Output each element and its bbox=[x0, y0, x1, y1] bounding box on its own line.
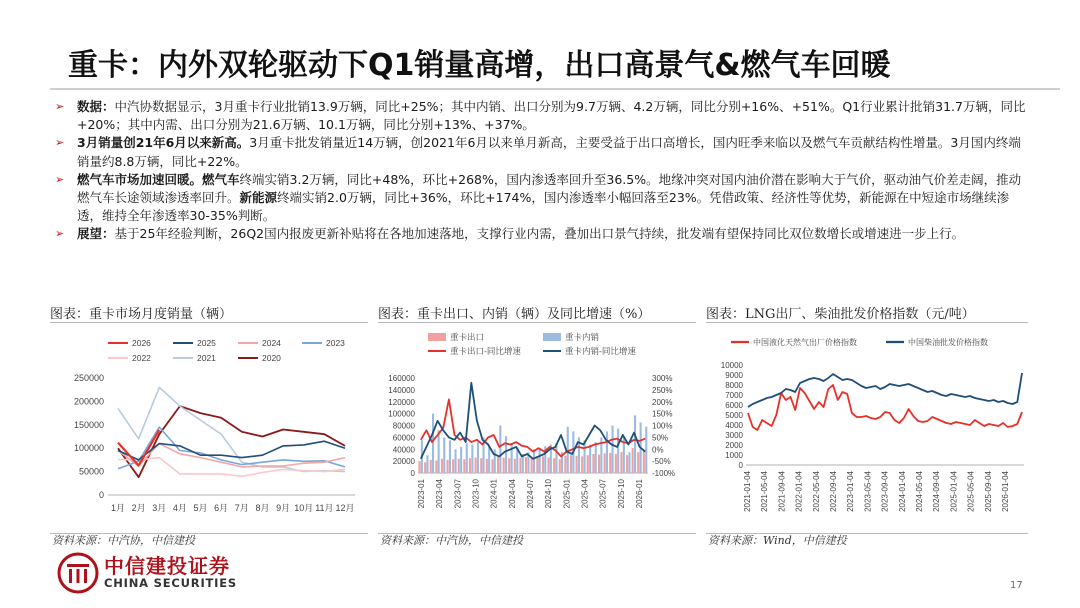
chart3-title: 图表：LNG出厂、柴油批发价格指数（元/吨） bbox=[706, 307, 975, 322]
bullet-keyword: 数据： bbox=[77, 99, 115, 114]
y-left-tick-label: 160000 bbox=[388, 374, 415, 383]
x-tick-label: 2026-01-04 bbox=[1001, 471, 1010, 512]
y-right-tick-label: 200% bbox=[652, 397, 673, 407]
bar-重卡出口 bbox=[542, 456, 544, 473]
bar-重卡内销 bbox=[488, 446, 490, 473]
arrow-icon: ➢ bbox=[55, 100, 65, 113]
bar-重卡出口 bbox=[486, 459, 488, 473]
bullet-item-data bbox=[55, 98, 1030, 134]
x-tick-label: 2023-07 bbox=[453, 479, 463, 509]
chart2-title: 图表：重卡出口、内销（辆）及同比增速（%） bbox=[378, 307, 651, 322]
page-title: 重卡：内外双轮驱动下Q1销量高增，出口高景气&燃气车回暖 bbox=[68, 48, 891, 83]
logo-chinese-name: 中信建投证券 bbox=[104, 554, 230, 578]
bar-重卡内销 bbox=[645, 427, 647, 473]
bar-重卡出口 bbox=[503, 458, 505, 473]
series-line-中国柴油批发价格指数 bbox=[748, 373, 1022, 407]
y-tick-label: 0 bbox=[98, 490, 104, 500]
x-tick-label: 9月 bbox=[276, 503, 291, 513]
x-tick-label: 2024-01-04 bbox=[897, 471, 907, 512]
x-tick-label: 2024-10 bbox=[544, 479, 554, 509]
x-tick-label: 3月 bbox=[152, 503, 167, 513]
bar-重卡出口 bbox=[525, 457, 527, 473]
chart3-svg bbox=[706, 323, 1028, 533]
legend-label: 中国液化天然气出厂价格指数 bbox=[753, 338, 857, 347]
y-right-tick-label: -50% bbox=[652, 457, 671, 467]
bar-重卡出口 bbox=[576, 456, 578, 473]
bar-重卡出口 bbox=[587, 455, 589, 473]
arrow-icon: ➢ bbox=[55, 136, 65, 150]
y-right-tick-label: 150% bbox=[652, 409, 673, 419]
logo-emblem-icon bbox=[57, 552, 99, 594]
bar-重卡内销 bbox=[477, 442, 479, 473]
x-tick-label: 11月 bbox=[315, 503, 334, 513]
legend-label: 2020 bbox=[262, 353, 281, 363]
y-tick-label: 9000 bbox=[725, 371, 743, 380]
bar-重卡出口 bbox=[564, 456, 566, 473]
x-tick-label: 1月 bbox=[110, 503, 126, 513]
bar-重卡出口 bbox=[632, 448, 634, 473]
y-tick-label: 150000 bbox=[73, 419, 104, 430]
x-tick-label: 2023-04 bbox=[435, 479, 445, 509]
x-tick-label: 2023-01 bbox=[417, 479, 426, 509]
x-tick-label: 2024-05-04 bbox=[915, 471, 924, 512]
legend-label: 中国柴油批发价格指数 bbox=[908, 338, 988, 347]
bullet-text: 终端实销2.0万辆，同比+36%，环比+174%，国内渗透率小幅回落至23%。凭借政策、经济性等优势，新能源在中短途市场继续渗透，维持全年渗透率30-35%判断。 bbox=[77, 190, 1010, 224]
bullet-text: 3月重卡批发销量近14万辆，创2021年6月以来单月新高，主要受益于出口高增长，国内旺季来临以及燃气车贡献结构性增量。3月国内终端销量约8.8万辆，同比+22%。 bbox=[77, 135, 1021, 169]
bar-重卡出口 bbox=[559, 459, 561, 473]
bar-重卡出口 bbox=[435, 461, 437, 474]
bar-重卡出口 bbox=[508, 458, 510, 473]
bar-重卡出口 bbox=[615, 454, 617, 473]
bar-重卡内销 bbox=[612, 426, 614, 474]
bar-重卡内销 bbox=[438, 430, 440, 473]
x-tick-label: 2023-09-04 bbox=[880, 471, 890, 512]
legend-label: 重卡出口-同比增速 bbox=[450, 346, 521, 356]
bar-重卡出口 bbox=[620, 452, 622, 473]
bar-重卡内销 bbox=[606, 431, 608, 473]
bar-重卡出口 bbox=[469, 458, 471, 473]
bullet-list bbox=[55, 98, 1030, 244]
chart2-source: 资料来源：中汽协，中信建投 bbox=[380, 534, 523, 547]
bar-重卡内销 bbox=[466, 443, 468, 473]
y-tick-label: 250000 bbox=[73, 373, 104, 383]
bar-重卡内销 bbox=[460, 447, 462, 473]
bar-重卡出口 bbox=[430, 460, 432, 473]
bar-重卡内销 bbox=[443, 437, 445, 473]
y-tick-label: 2000 bbox=[725, 441, 743, 450]
y-tick-label: 4000 bbox=[725, 421, 743, 430]
bullet-keyword: 新能源 bbox=[239, 190, 278, 206]
bar-重卡出口 bbox=[452, 459, 454, 473]
bar-重卡出口 bbox=[536, 457, 538, 473]
x-tick-label: 4月 bbox=[172, 503, 187, 513]
bullet-keyword: 燃气车市场加速回暖。 bbox=[77, 171, 203, 187]
bar-重卡出口 bbox=[598, 455, 600, 473]
x-tick-label: 2023-05-04 bbox=[863, 471, 873, 512]
bar-重卡出口 bbox=[581, 456, 583, 473]
bar-重卡出口 bbox=[531, 458, 533, 473]
bar-重卡出口 bbox=[637, 452, 639, 473]
legend-label: 重卡内销 bbox=[565, 332, 600, 342]
arrow-icon: ➢ bbox=[55, 172, 65, 186]
bar-重卡出口 bbox=[626, 455, 628, 473]
bar-重卡内销 bbox=[505, 436, 507, 473]
y-tick-label: 0 bbox=[738, 461, 743, 470]
x-tick-label: 6月 bbox=[214, 503, 229, 513]
y-tick-label: 100000 bbox=[73, 443, 104, 454]
bar-重卡内销 bbox=[449, 440, 451, 473]
legend-label: 2023 bbox=[326, 338, 345, 348]
bar-重卡内销 bbox=[533, 449, 535, 473]
bar-重卡出口 bbox=[480, 458, 482, 473]
bar-重卡出口 bbox=[643, 450, 645, 473]
x-tick-label: 2月 bbox=[131, 503, 146, 513]
y-tick-label: 7000 bbox=[725, 391, 743, 400]
bar-重卡出口 bbox=[514, 459, 516, 473]
bar-重卡内销 bbox=[499, 426, 501, 474]
x-tick-label: 2022-09-04 bbox=[829, 471, 838, 512]
x-tick-label: 2025-09-04 bbox=[983, 471, 993, 512]
y-tick-label: 10000 bbox=[720, 361, 743, 370]
bar-重卡内销 bbox=[426, 455, 428, 473]
x-tick-label: 2025-05-04 bbox=[966, 471, 976, 512]
chart3-panel bbox=[706, 322, 1028, 534]
x-tick-label: 2024-09-04 bbox=[932, 471, 942, 512]
x-tick-label: 2025-01 bbox=[562, 479, 572, 509]
legend-label: 2026 bbox=[132, 338, 151, 348]
legend-swatch bbox=[543, 333, 561, 341]
x-tick-label: 2023-10 bbox=[471, 479, 481, 509]
bullet-text: 终端实销3.2万辆，同比+48%，环比+268%，国内渗透率回升至36.5%。地缘冲突对国内油价潜在影响大于气价，驱动油气价差走阔，推动燃气车长途领域渗透率回升。 bbox=[77, 171, 1022, 206]
x-tick-label: 2022-01-04 bbox=[794, 471, 804, 512]
x-tick-label: 8月 bbox=[255, 503, 270, 513]
chart1-source: 资料来源：中汽协，中信建投 bbox=[52, 534, 195, 547]
bar-重卡内销 bbox=[589, 445, 591, 474]
bar-重卡出口 bbox=[592, 454, 594, 473]
legend-label: 2024 bbox=[262, 338, 281, 348]
x-tick-label: 2025-01-04 bbox=[949, 471, 959, 512]
bar-重卡内销 bbox=[455, 449, 457, 473]
legend-swatch bbox=[428, 333, 446, 341]
chart2-svg bbox=[378, 323, 696, 533]
y-right-tick-label: 0% bbox=[652, 445, 664, 455]
y-tick-label: 5000 bbox=[725, 411, 743, 420]
y-left-tick-label: 20000 bbox=[392, 457, 415, 467]
y-tick-label: 6000 bbox=[725, 401, 743, 410]
y-tick-label: 50000 bbox=[78, 466, 104, 477]
x-tick-label: 2021-09-04 bbox=[777, 471, 787, 512]
logo-english-name: CHINA SECURITIES bbox=[104, 576, 237, 590]
bullet-keyword: 展望： bbox=[77, 226, 115, 242]
bar-重卡内销 bbox=[539, 448, 541, 473]
legend-label: 2025 bbox=[197, 338, 216, 348]
y-left-tick-label: 100000 bbox=[388, 409, 415, 419]
y-left-tick-label: 140000 bbox=[388, 385, 415, 395]
bar-重卡出口 bbox=[447, 460, 449, 473]
bar-重卡出口 bbox=[570, 455, 572, 473]
chart1-panel bbox=[50, 322, 368, 534]
y-left-tick-label: 80000 bbox=[392, 421, 415, 431]
bullet-keyword: 3月销量创21年6月以来新高。 bbox=[77, 135, 250, 151]
bar-重卡内销 bbox=[634, 415, 636, 473]
bar-重卡出口 bbox=[418, 461, 420, 473]
bar-重卡内销 bbox=[471, 445, 473, 474]
legend-label: 重卡出口 bbox=[450, 332, 485, 342]
bar-重卡内销 bbox=[595, 442, 597, 473]
x-tick-label: 10月 bbox=[294, 503, 314, 513]
chart1-svg bbox=[50, 323, 368, 533]
x-tick-label: 2026-01 bbox=[635, 479, 644, 509]
y-left-tick-label: 40000 bbox=[392, 445, 415, 455]
y-left-tick-label: 0 bbox=[410, 469, 415, 478]
series-line-中国液化天然气出厂价格指数 bbox=[748, 385, 1022, 430]
y-tick-label: 1000 bbox=[725, 451, 743, 460]
bullet-item-march-sales bbox=[55, 134, 1030, 170]
x-tick-label: 2025-07 bbox=[598, 479, 608, 509]
y-right-tick-label: 100% bbox=[652, 421, 673, 431]
bar-重卡出口 bbox=[609, 453, 611, 473]
x-tick-label: 2021-05-04 bbox=[760, 471, 770, 512]
x-tick-label: 2025-04 bbox=[580, 479, 590, 509]
y-right-tick-label: -100% bbox=[652, 469, 676, 478]
legend-label: 2022 bbox=[132, 353, 151, 363]
bar-重卡出口 bbox=[519, 458, 521, 473]
bar-重卡内销 bbox=[617, 429, 619, 474]
x-tick-label: 2022-05-04 bbox=[811, 471, 821, 512]
legend-label: 2021 bbox=[197, 353, 216, 363]
x-tick-label: 2021-01-04 bbox=[743, 471, 752, 512]
bar-重卡出口 bbox=[424, 462, 426, 473]
title-divider bbox=[50, 88, 1060, 90]
y-tick-label: 200000 bbox=[73, 396, 104, 407]
y-tick-label: 3000 bbox=[725, 431, 743, 440]
y-right-tick-label: 300% bbox=[652, 374, 673, 383]
x-tick-label: 2024-04 bbox=[507, 479, 517, 509]
x-tick-label: 2024-07 bbox=[526, 479, 535, 509]
y-left-tick-label: 60000 bbox=[392, 433, 415, 443]
bullet-text: 基于25年经验判断，26Q2国内报废更新补贴将在各地加速落地，支撑行业内需，叠加出口景气持续，批发端有望保持同比双位数增长或增速进一步上行。 bbox=[114, 226, 965, 242]
bar-重卡出口 bbox=[463, 459, 465, 473]
bar-重卡出口 bbox=[497, 457, 499, 473]
bar-重卡出口 bbox=[604, 453, 606, 473]
bar-重卡出口 bbox=[441, 459, 443, 473]
arrow-icon: ➢ bbox=[55, 227, 65, 241]
x-tick-label: 2025-10 bbox=[616, 479, 626, 509]
x-tick-label: 2024-01 bbox=[489, 479, 499, 509]
bar-重卡出口 bbox=[553, 458, 555, 473]
x-tick-label: 7月 bbox=[234, 503, 249, 513]
bullet-item-outlook bbox=[55, 225, 1030, 243]
chart2-panel bbox=[378, 322, 696, 534]
legend-label: 重卡内销-同比增速 bbox=[565, 346, 636, 356]
bullet-text: 中汽协数据显示，3月重卡行业批销13.9万辆，同比+25%；其中内销、出口分别为9.7万辆、4.2万辆，同比分别+16%、+51%。Q1行业累计批销31.7万辆，同比+20%；其中内需、出口分别为21.6万辆、10.1万辆，同比分别+13%、+37%。 bbox=[77, 99, 1026, 133]
bar-重卡出口 bbox=[491, 459, 493, 473]
bar-重卡内销 bbox=[432, 414, 434, 473]
company-logo bbox=[57, 548, 257, 600]
bar-重卡出口 bbox=[548, 458, 550, 473]
bullet-keyword: 燃气车 bbox=[202, 171, 240, 187]
x-tick-label: 12月 bbox=[335, 503, 355, 513]
x-tick-label: 2023-01-04 bbox=[846, 471, 856, 512]
bar-重卡内销 bbox=[628, 452, 630, 473]
y-tick-label: 8000 bbox=[725, 381, 743, 390]
page-number: 17 bbox=[1010, 580, 1023, 591]
x-tick-label: 5月 bbox=[193, 503, 208, 513]
bar-重卡内销 bbox=[555, 443, 557, 473]
y-right-tick-label: 250% bbox=[652, 385, 673, 395]
bullet-item-gas-vehicle bbox=[55, 171, 1030, 226]
y-left-tick-label: 120000 bbox=[388, 397, 415, 407]
bar-重卡出口 bbox=[475, 458, 477, 473]
chart1-title: 图表：重卡市场月度销量（辆） bbox=[50, 307, 233, 322]
y-right-tick-label: 50% bbox=[652, 433, 669, 443]
bar-重卡出口 bbox=[458, 459, 460, 473]
chart3-source: 资料来源：Wind，中信建投 bbox=[708, 534, 847, 547]
